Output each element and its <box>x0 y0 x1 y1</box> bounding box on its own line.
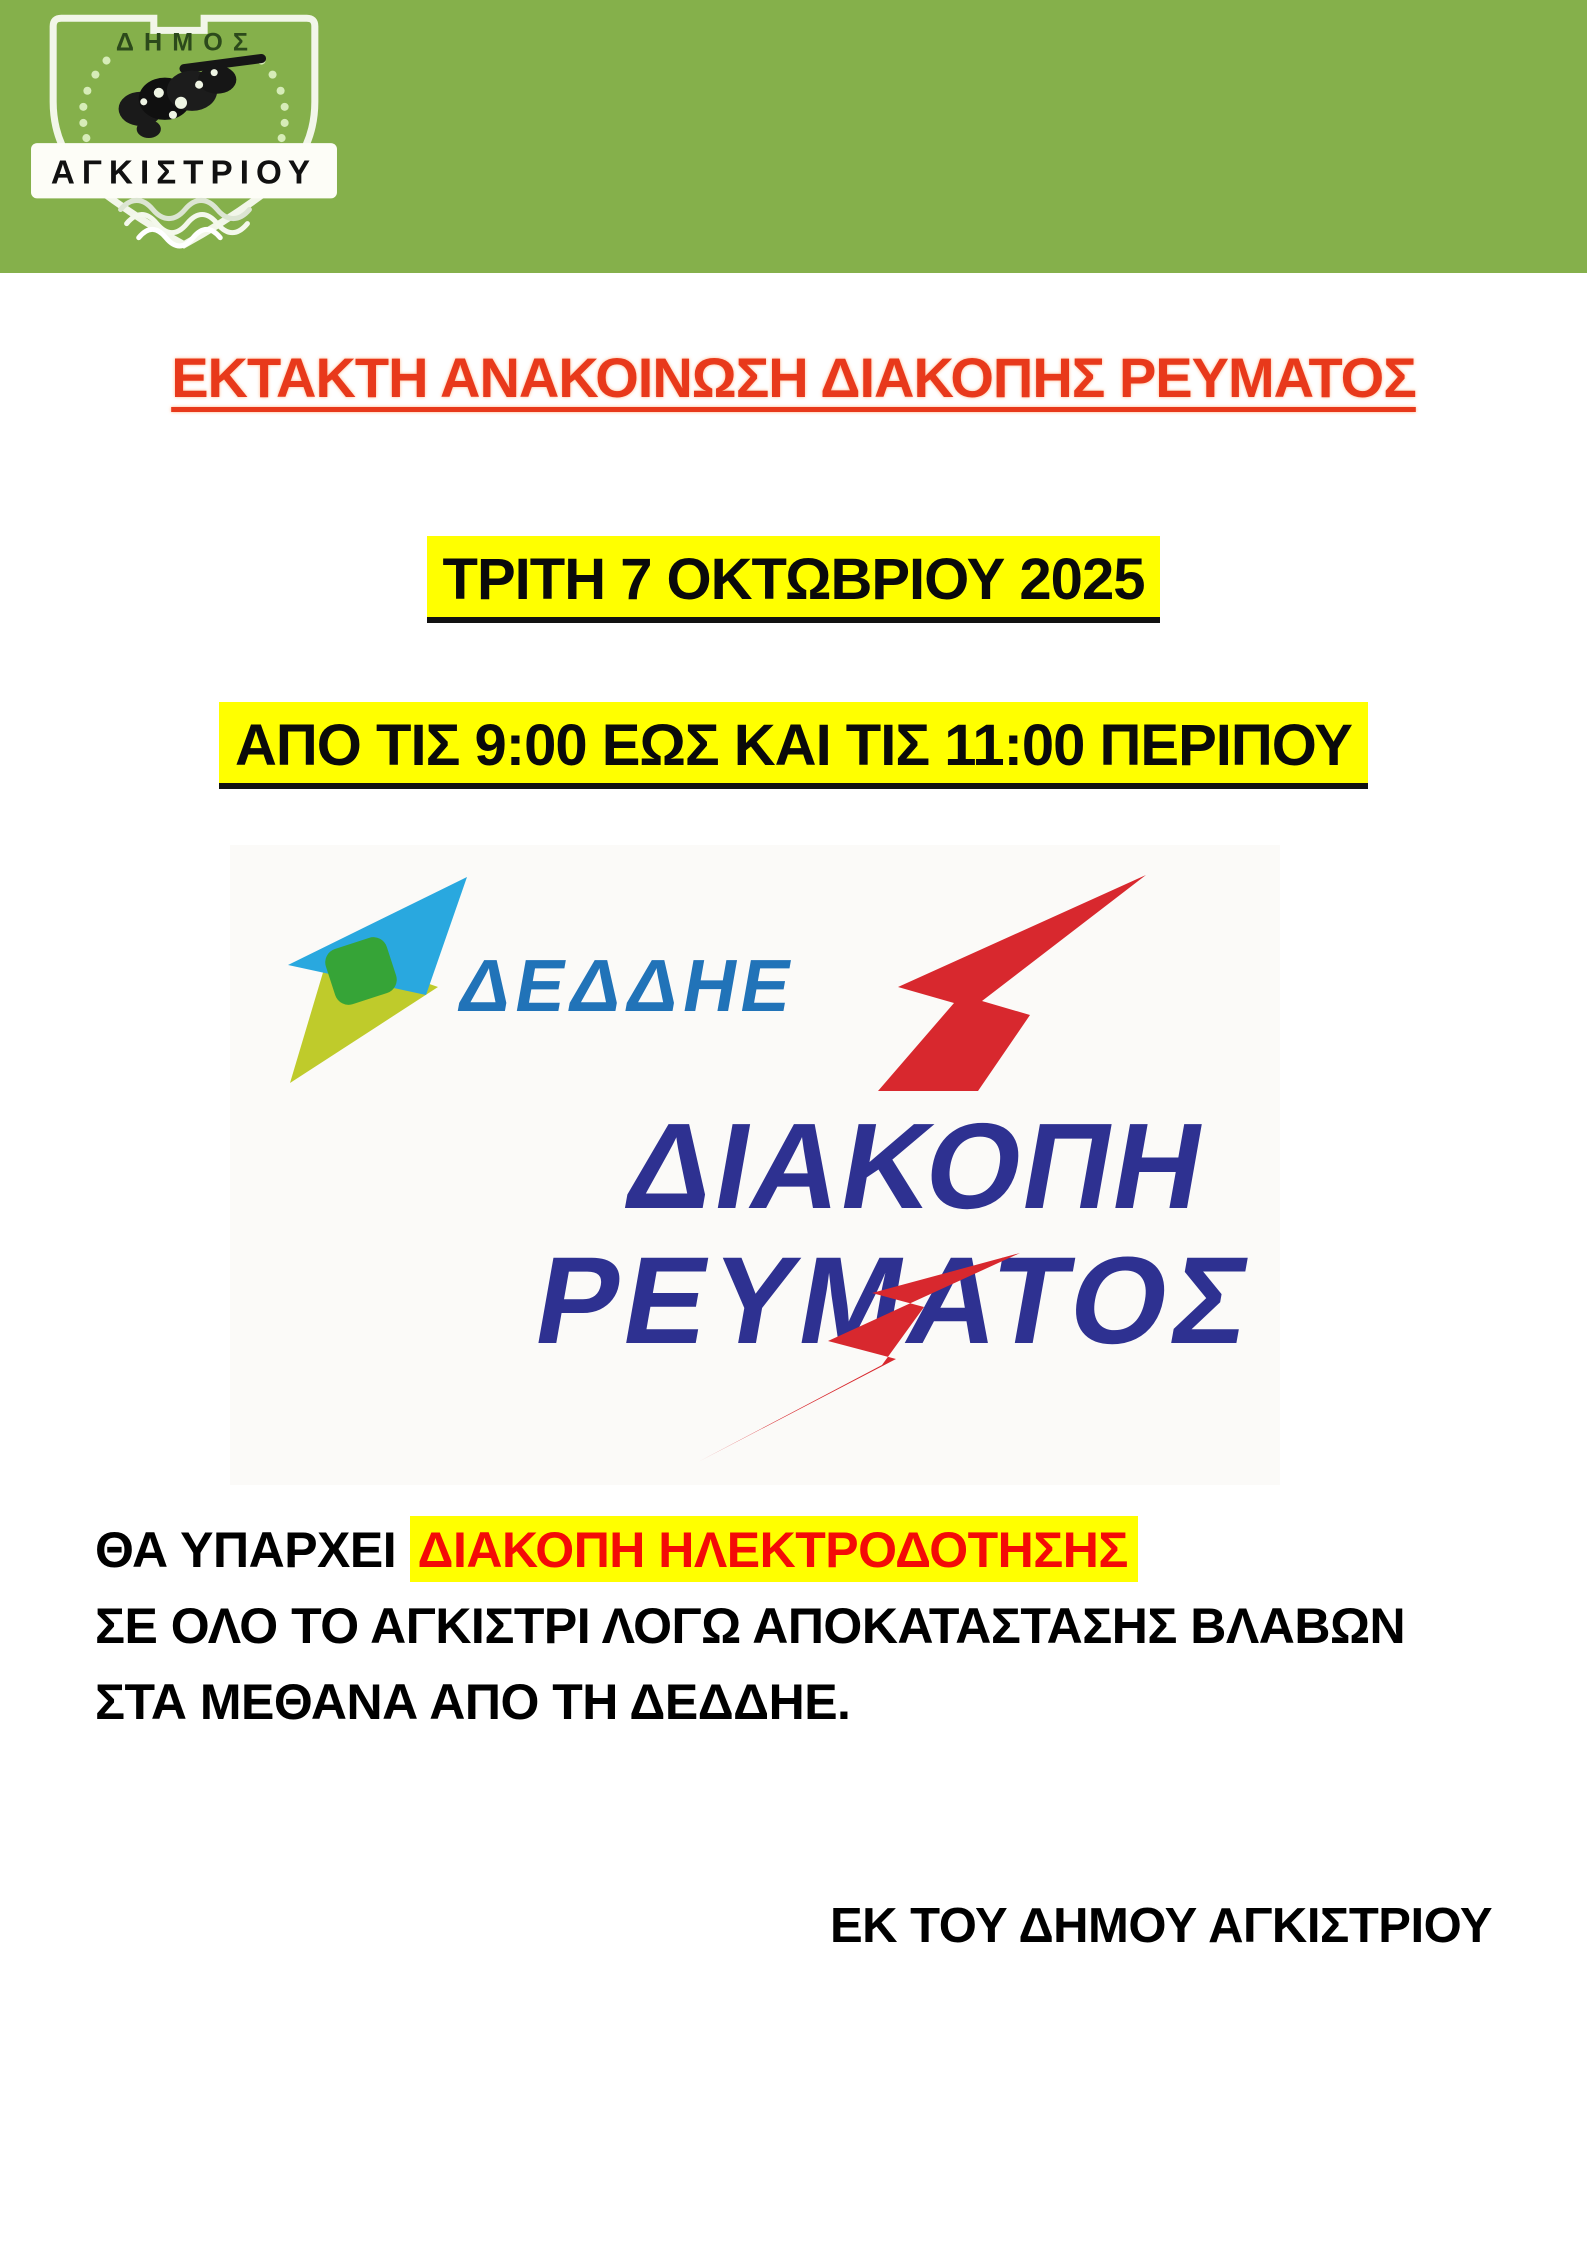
outage-image <box>230 845 1280 1485</box>
date-line <box>0 536 1587 623</box>
body-text <box>95 1512 1515 1740</box>
lightning-bolt-top-icon <box>878 875 1146 1091</box>
tree-icon <box>119 59 262 139</box>
logo-top-text: ΔΗΜΟΣ <box>115 28 259 57</box>
deddie-wordmark: ΔΕΔΔΗΕ <box>451 943 803 1027</box>
logo-banner-text: ΑΓΚΙΣΤΡΙΟΥ <box>50 154 318 192</box>
body-line-1-highlight: ΔΙΑΚΟΠΗ ΗΛΕΚΤΡΟΔΟΤΗΣΗΣ <box>410 1516 1138 1582</box>
header-band <box>0 0 1587 273</box>
time-highlight: ΑΠΟ ΤΙΣ 9:00 ΕΩΣ ΚΑΙ ΤΙΣ 11:00 ΠΕΡΙΠΟΥ <box>219 702 1368 789</box>
time-line <box>0 702 1587 789</box>
body-line-1 <box>95 1512 1515 1588</box>
announcement-title: ΕΚΤΑΚΤΗ ΑΝΑΚΟΙΝΩΣΗ ΔΙΑΚΟΠΗΣ ΡΕΥΜΑΤΟΣ <box>171 346 1416 409</box>
waves-icon <box>121 200 250 246</box>
date-highlight: ΤΡΙΤΗ 7 ΟΚΤΩΒΡΙΟΥ 2025 <box>427 536 1161 623</box>
body-line-3: ΣΤΑ ΜΕΘΑΝΑ ΑΠΟ ΤΗ ΔΕΔΔΗΕ. <box>95 1674 851 1730</box>
caption-line1: ΔΙΑΚΟΠΗ <box>615 1098 1217 1235</box>
closing-signature: ΕΚ ΤΟΥ ΔΗΜΟΥ ΑΓΚΙΣΤΡΙΟΥ <box>829 1899 1492 1953</box>
deddie-bolt-icon <box>288 877 467 1083</box>
body-line-1-prefix: ΘΑ ΥΠΑΡΧΕΙ <box>95 1522 410 1578</box>
municipality-shield-logo <box>28 6 340 258</box>
body-line-2: ΣΕ ΟΛΟ ΤΟ ΑΓΚΙΣΤΡΙ ΛΟΓΩ ΑΠΟΚΑΤΑΣΤΑΣΗΣ ΒΛΑΒΩΝ <box>95 1598 1406 1654</box>
caption-line2: ΡΕΥΜΑΤΟΣ <box>525 1231 1265 1370</box>
outage-image-graphic <box>230 845 1280 1485</box>
